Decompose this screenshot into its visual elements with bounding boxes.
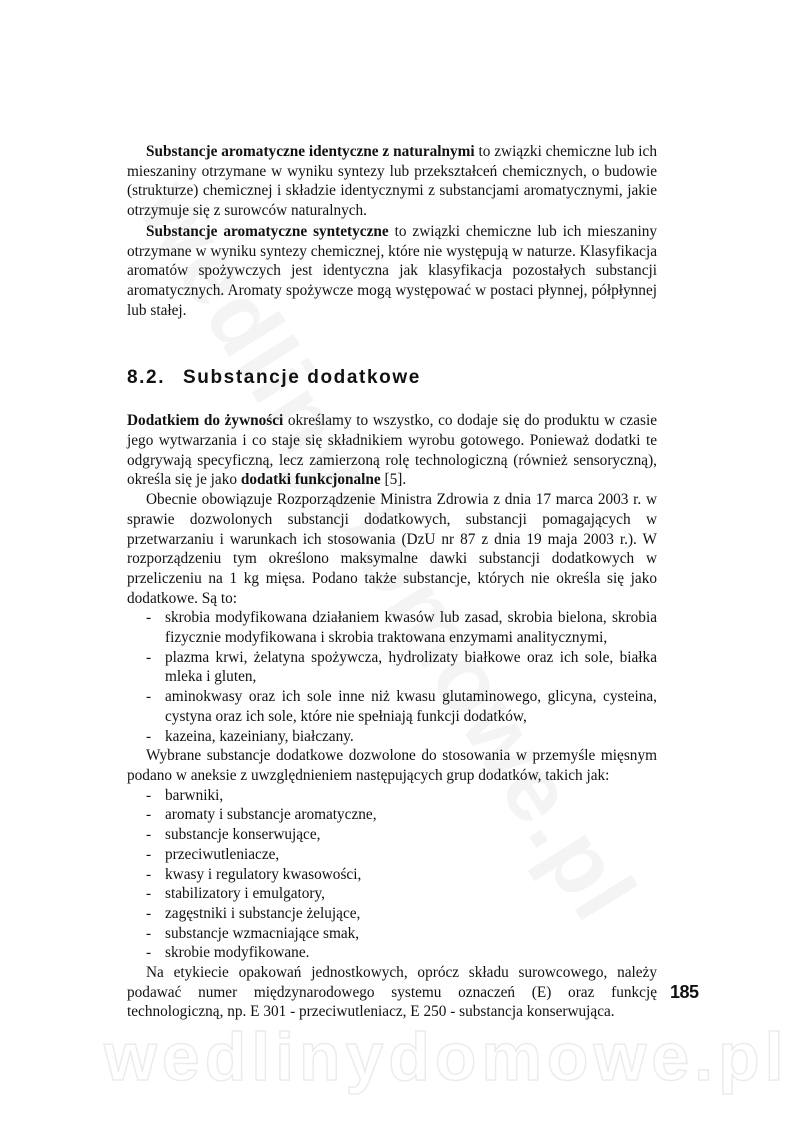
list-item: - substancje wzmacniające smak, — [127, 924, 657, 944]
list-item: - barwniki, — [127, 786, 657, 806]
page-number: 185 — [670, 982, 699, 1002]
section-heading — [127, 366, 657, 390]
list-item: - plazma krwi, żelatyna spożywcza, hydrolizaty białkowe oraz ich sole, białka mleka i gluten, — [127, 648, 657, 687]
bottom-watermark: wedlinydomowe.pl — [104, 1019, 789, 1095]
definition-food-additive: określamy to wszystko, co dodaje się do produktu w czasie jego wytwarzania i co staje się składnikiem wyrobu gotowego. Ponieważ dodatki te odgrywają specyficzną, lecz zamierzoną rolę technologiczną (również sensoryczną), określa się je jako — [127, 412, 657, 489]
list-item: - aromaty i substancje aromatyczne, — [127, 805, 657, 825]
term-functional-additives: dodatki funkcjonalne — [240, 471, 381, 489]
list-item: - skrobia modyfikowana działaniem kwasów lub zasad, skrobia bielona, skrobia fizycznie modyfikowana i skrobia traktowana enzymami analitycznymi, — [127, 608, 657, 647]
list-item: - kazeina, kazeiniany, białczany. — [127, 727, 657, 747]
page-content — [127, 142, 657, 1022]
list-item: - skrobie modyfikowane. — [127, 943, 657, 963]
paragraph-identical-aromatics — [127, 142, 657, 221]
list-item: - przeciwutleniacze, — [127, 845, 657, 865]
citation-reference: [5]. — [380, 471, 407, 489]
list-item: - zagęstniki i substancje żelujące, — [127, 904, 657, 924]
list-item: - stabilizatory i emulgatory, — [127, 884, 657, 904]
term-food-additive: Dodatkiem do żywności — [127, 412, 284, 430]
additive-groups-list — [127, 786, 657, 963]
section-title: Substancje dodatkowe — [183, 367, 421, 389]
list-item: - aminokwasy oraz ich sole inne niż kwasu glutaminowego, glicyna, cysteina, cystyna oraz ich sole, które nie spełniają funkcji dodatków, — [127, 687, 657, 726]
paragraph-labeling: Na etykiecie opakowań jednostkowych, oprócz składu surowcowego, należy podawać numer międzynarodowego systemu oznaczeń (E) oraz funkcję technologiczną, np. E 301 - przeciwutleniacz, E 250 - substancja konserwująca. — [127, 964, 657, 1021]
list-item: - kwasy i regulatory kwasowości, — [127, 865, 657, 885]
definition-synthetic-aromatics: to związki chemiczne lub ich mieszaniny otrzymane w wyniku syntezy chemicznej, które nie występują w naturze. Klasyfikacja aromatów spożywczych jest identyczna jak klasyfikacja pozostałych substancji aromatycznych. Aromaty spożywcze mogą występować w postaci płynnej, półpłynnej lub stałej. — [127, 222, 657, 319]
non-additive-substances-list — [127, 608, 657, 746]
list-item: - substancje konserwujące, — [127, 825, 657, 845]
paragraph-additive-groups-intro: Wybrane substancje dodatkowe dozwolone do stosowania w przemyśle mięsnym podano w aneksie z uwzględnieniem następujących grup dodatków, takich jak: — [127, 747, 657, 784]
term-identical-aromatics: Substancje aromatyczne identyczne z naturalnymi — [146, 143, 475, 160]
paragraph-regulation: Obecnie obowiązuje Rozporządzenie Ministra Zdrowia z dnia 17 marca 2003 r. w sprawie dozwolonych substancji dodatkowych, substancji pomagających w przetwarzaniu i warunkach ich stosowania (DzU nr 87 z dnia 19 maja 2003 r.). W rozporządzeniu tym określono maksymalne dawki substancji dodatkowych w przeliczeniu na 1 kg mięsa. Podano także substancje, których nie określa się jako dodatkowe. Są to: — [127, 491, 657, 607]
paragraph-food-additive-definition — [127, 411, 657, 490]
section-number: 8.2. — [127, 367, 166, 389]
paragraph-synthetic-aromatics — [127, 222, 657, 321]
definition-identical-aromatics: to związki chemiczne lub ich mieszaniny otrzymane w wyniku syntezy lub przekształceń chemicznych, o budowie (strukturze) chemicznej i składzie identycznymi z substancjami aromatycznymi, jakie otrzymuje się z surowców naturalnych. — [127, 143, 657, 220]
term-synthetic-aromatics: Substancje aromatyczne syntetyczne — [146, 222, 389, 240]
